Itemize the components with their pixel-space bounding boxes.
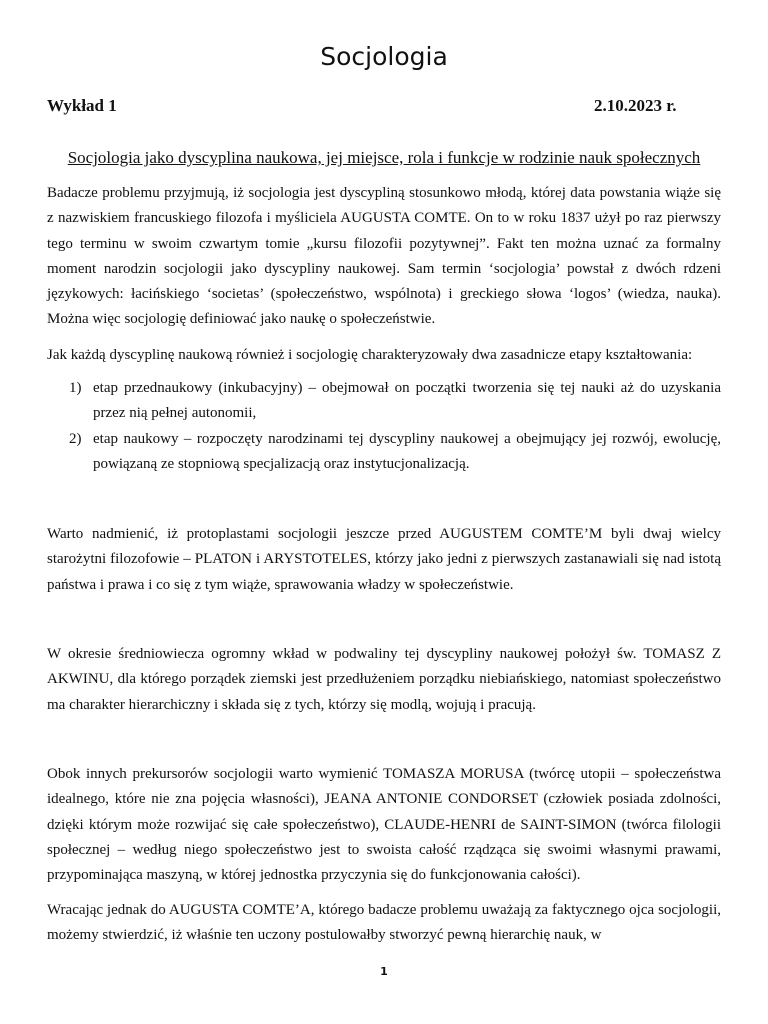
paragraph-precursors: Obok innych prekursorów socjologii warto wymienić TOMASZA MORUSA (twórcę utopii – społeczeństwa idealnego, które nie zna pojęcia własności), JEANA ANTONIE CONDORSET (człowiek posiada zdolności, dzięki którym może rozwijać się całe społeczeństwo), CLAUDE-HENRI de SAINT-SIMON (twórca filologii społecznej – według niego społeczeństwo jest to swoista całość rządząca się swoimi własnymi prawami, przypominająca maszyną, w której jednostka przyczynia się do funkcjonowania całości). xyxy=(47,766,721,884)
list-item xyxy=(47,376,721,427)
paragraph-stages-intro: Jak każdą dyscyplinę naukową również i socjologię charakteryzowały dwa zasadnicze etapy kształtowania: xyxy=(47,347,693,363)
section-heading: Socjologia jako dyscyplina naukowa, jej miejsce, rola i funkcje w rodzinie nauk społecznych xyxy=(67,148,701,167)
list-item xyxy=(47,427,721,478)
lecture-label: Wykład 1 xyxy=(47,96,117,115)
lecture-date: 2.10.2023 r. xyxy=(594,96,677,115)
page-number: 1 xyxy=(380,965,388,978)
paragraph-comte: Wracając jednak do AUGUSTA COMTE’A, którego badacze problemu uważają za faktycznego ojca socjologii, możemy stwierdzić, iż właśnie ten uczony postulowałby stworzyć pewną hierarchię nauk, w xyxy=(47,902,721,944)
list-item-number: 2) xyxy=(69,430,82,447)
stages-list xyxy=(47,376,721,477)
list-item-text: etap przednaukowy (inkubacyjny) – obejmował on początki tworzenia się tej nauki aż do uzyskania przez nią pełnej autonomii, xyxy=(93,380,721,422)
document-title: Socjologia xyxy=(320,42,448,71)
paragraph-middle-ages: W okresie średniowiecza ogromny wkład w podwaliny tej dyscypliny naukowej położył św. TOMASZ Z AKWINU, dla którego porządek ziemski jest przedłużeniem porządku niebiańskiego, natomiast społeczeństwo ma charakter hierarchiczny i składa się z tych, którzy się modlą, wojują i pracują. xyxy=(47,646,721,713)
paragraph-antiquity: Warto nadmienić, iż protoplastami socjologii jeszcze przed AUGUSTEM COMTE’M byli dwaj wielcy starożytni filozofowie – PLATON i ARYSTOTELES, którzy jako jedni z pierwszych zastanawiali się nad istotą państwa i prawa i co się z tym wiąże, sprawowania władzy w społeczeństwie. xyxy=(47,526,721,593)
list-item-number: 1) xyxy=(69,380,82,396)
paragraph-intro: Badacze problemu przyjmują, iż socjologia jest dyscypliną stosunkowo młodą, której data powstania wiąże się z nazwiskiem francuskiego filozofa i myśliciela AUGUSTA COMTE. On to w roku 1837 użył po raz pierwszy tego terminu w swoim czwartym tomie „kursu filozofii pozytywnej”. Fakt ten można uznać za formalny moment narodzin socjologii jako dyscypliny naukowej. Sam termin ‘socjologia’ powstał z dwóch rdzeni językowych: łacińskiego ‘societas’ (społeczeństwo, wspólnota) i greckiego słowa ‘logos’ (wiedza, nauka). Można więc socjologię definiować jako naukę o społeczeństwie. xyxy=(47,185,721,328)
list-item-text: etap naukowy – rozpoczęty narodzinami tej dyscypliny naukowej a obejmujący jej rozwój, ewolucję, powiązaną ze stopniową specjalizacją oraz instytucjonalizacją. xyxy=(93,430,721,472)
